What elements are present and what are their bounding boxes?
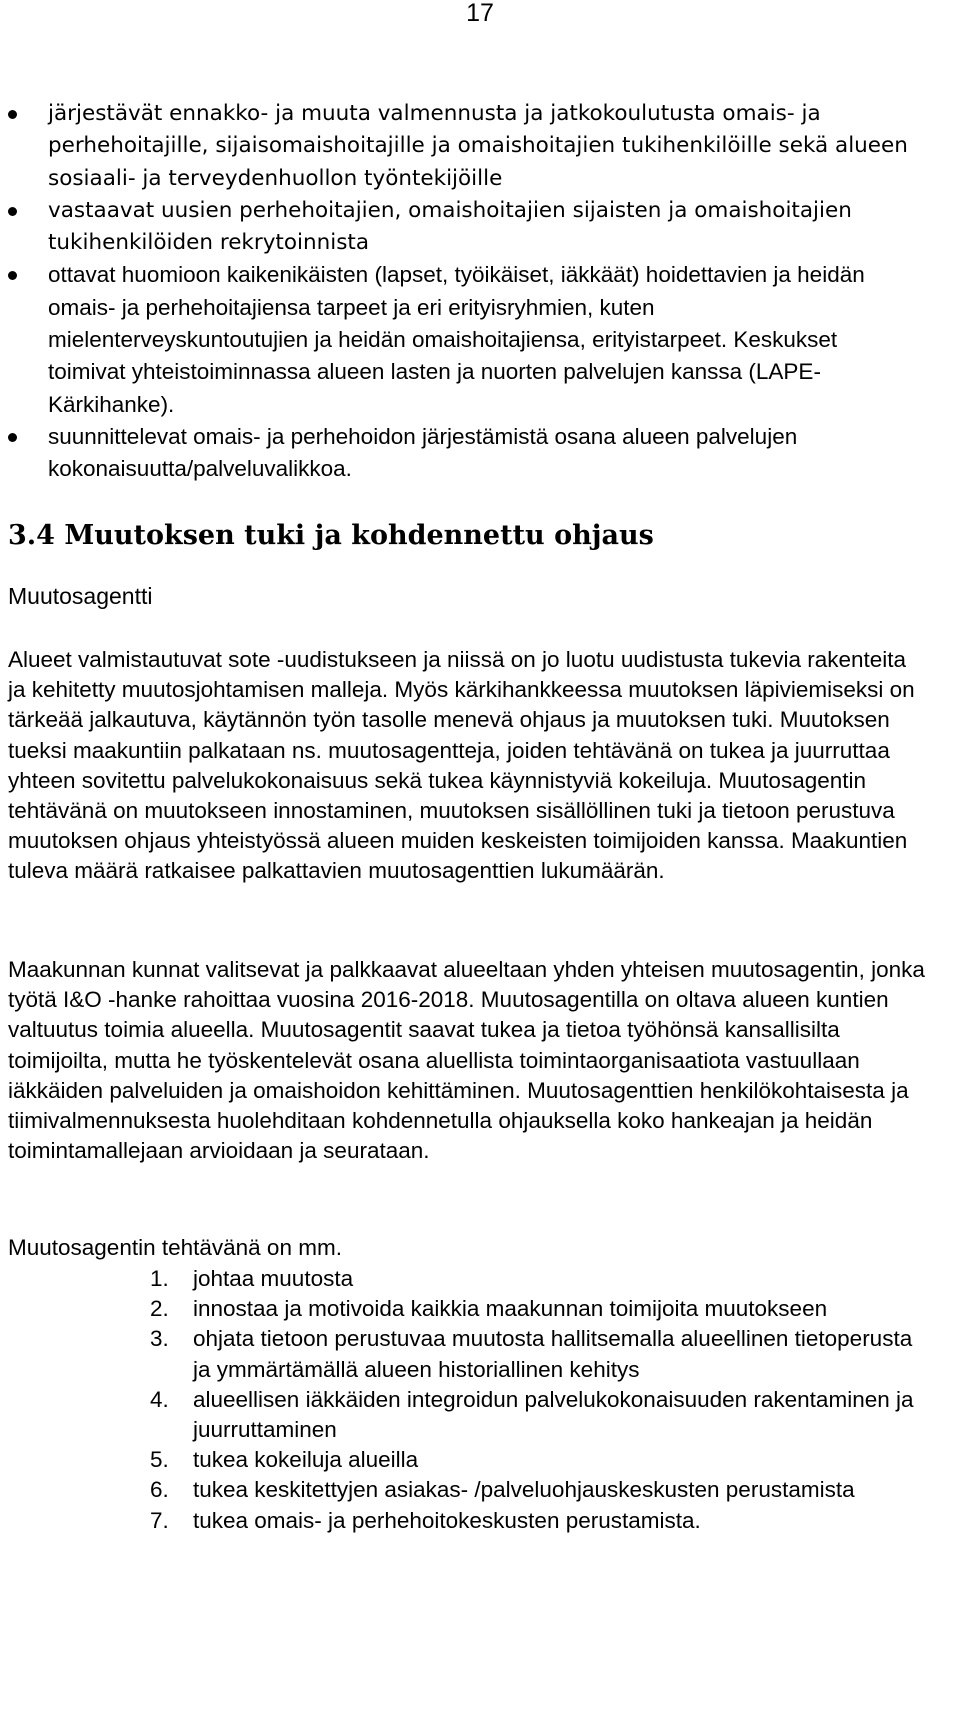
task-list bbox=[0, 1264, 960, 1536]
list-number: 2. bbox=[150, 1296, 169, 1322]
list-number: 6. bbox=[150, 1477, 169, 1503]
list-item bbox=[0, 1264, 960, 1294]
bullet-list bbox=[0, 98, 960, 486]
bullet-icon bbox=[8, 110, 17, 119]
list-item bbox=[0, 1506, 960, 1536]
list-item bbox=[0, 1475, 960, 1505]
paragraph: Alueet valmistautuvat sote -uudistukseen ja niissä on jo luotu uudistusta tukevia rakenteita ja kehitetty muutosjohtamisen malleja. Myös kärkihankkeessa muutoksen läpiviemiseksi on tärkeää jalkautuva, käytännön työn tasolle menevä ohjaus ja muutoksen tuki. Muutoksen tueksi maakuntiin palkataan ns. muutosagentteja, joiden tehtävänä on tukea ja juurruttaa yhteen sovitettu palvelukokonaisuus sekä tukea käynnistyviä kokeiluja. Muutosagentin tehtävänä on muutokseen innostaminen, muutoksen sisällöllinen tuki ja tietoon perustuva muutoksen ohjaus yhteistyössä alueen muiden keskeisten toimijoiden kanssa. Maakuntien tuleva määrä ratkaisee palkattavien muutosagenttien lukumäärän. bbox=[8, 647, 915, 884]
list-text: tukea omais- ja perhehoitokeskusten perustamista. bbox=[193, 1507, 701, 1533]
list-number: 5. bbox=[150, 1447, 169, 1473]
bullet-item bbox=[0, 421, 960, 486]
section-heading: 3.4 Muutoksen tuki ja kohdennettu ohjaus bbox=[8, 520, 654, 551]
list-text: tukea kokeiluja alueilla bbox=[193, 1447, 419, 1473]
bullet-text: järjestävät ennakko- ja muuta valmennusta ja jatkokoulutusta omais- ja perhehoitajille, sijaisomaishoitajille ja omaishoitajien tukihenkilöille sekä alueen sosiaali- ja terveydenhuollon työntekijöille bbox=[48, 101, 908, 191]
subheading: Muutosagentti bbox=[8, 583, 153, 609]
list-text: ohjata tietoon perustuvaa muutosta hallitsemalla alueellinen tietoperusta ja ymmärtämällä alueen historiallinen kehitys bbox=[193, 1326, 913, 1382]
page-number: 17 bbox=[466, 0, 494, 27]
paragraph: Maakunnan kunnat valitsevat ja palkkaavat alueeltaan yhden yhteisen muutosagentin, jonka työtä I&O -hanke rahoittaa vuosina 2016-2018. Muutosagentilla on oltava alueen kuntien valtuutus toimia alueella. Muutosagentit saavat tukea ja tietoa työhönsä kansallisilta toimijoilta, mutta he työskentelevät osana aluellista toimintaorganisaatiota vastuullaan iäkkäiden palveluiden ja omaishoidon kehittäminen. Muutosagenttien henkilökohtaisesta ja tiimivalmennuksesta huolehditaan kohdennetulla ohjauksella koko hankeajan ja heidän toimintamallejaan arvioidaan ja seurataan. bbox=[8, 957, 925, 1164]
list-item bbox=[0, 1385, 960, 1445]
list-number: 3. bbox=[150, 1326, 169, 1352]
bullet-item bbox=[0, 259, 960, 420]
bullet-text: ottavat huomioon kaikenikäisten (lapset, työikäiset, iäkkäät) hoidettavien ja heidän omais- ja perhehoitajiensa tarpeet ja eri erityisryhmien, kuten mielenterveyskuntoutujien ja heidän omaishoitajiensa, erityistarpeet. Keskukset toimivat yhteistoiminnassa alueen lasten ja nuorten palvelujen kanssa (LAPE-Kärkihanke). bbox=[48, 262, 865, 417]
list-item bbox=[0, 1324, 960, 1384]
bullet-icon bbox=[8, 207, 17, 216]
bullet-icon bbox=[8, 271, 17, 280]
list-text: tukea keskitettyjen asiakas- /palveluohjauskeskusten perustamista bbox=[193, 1477, 855, 1503]
list-number: 1. bbox=[150, 1266, 169, 1291]
list-item bbox=[0, 1445, 960, 1475]
bullet-text: vastaavat uusien perhehoitajien, omaishoitajien sijaisten ja omaishoitajien tukihenkilöiden rekrytoinnista bbox=[48, 197, 852, 256]
list-number: 4. bbox=[150, 1386, 169, 1412]
list-text: alueellisen iäkkäiden integroidun palvelukokonaisuuden rakentaminen ja juurruttaminen bbox=[193, 1386, 914, 1443]
bullet-icon bbox=[8, 433, 17, 442]
list-text: innostaa ja motivoida kaikkia maakunnan toimijoita muutokseen bbox=[193, 1296, 828, 1322]
list-intro: Muutosagentin tehtävänä on mm. bbox=[8, 1235, 342, 1260]
list-text: johtaa muutosta bbox=[193, 1266, 354, 1291]
bullet-item bbox=[0, 98, 960, 195]
bullet-text: suunnittelevat omais- ja perhehoidon järjestämistä osana alueen palvelujen kokonaisuutta/palveluvalikkoa. bbox=[48, 423, 798, 482]
list-item bbox=[0, 1294, 960, 1324]
list-number: 7. bbox=[150, 1507, 169, 1533]
bullet-item bbox=[0, 195, 960, 260]
